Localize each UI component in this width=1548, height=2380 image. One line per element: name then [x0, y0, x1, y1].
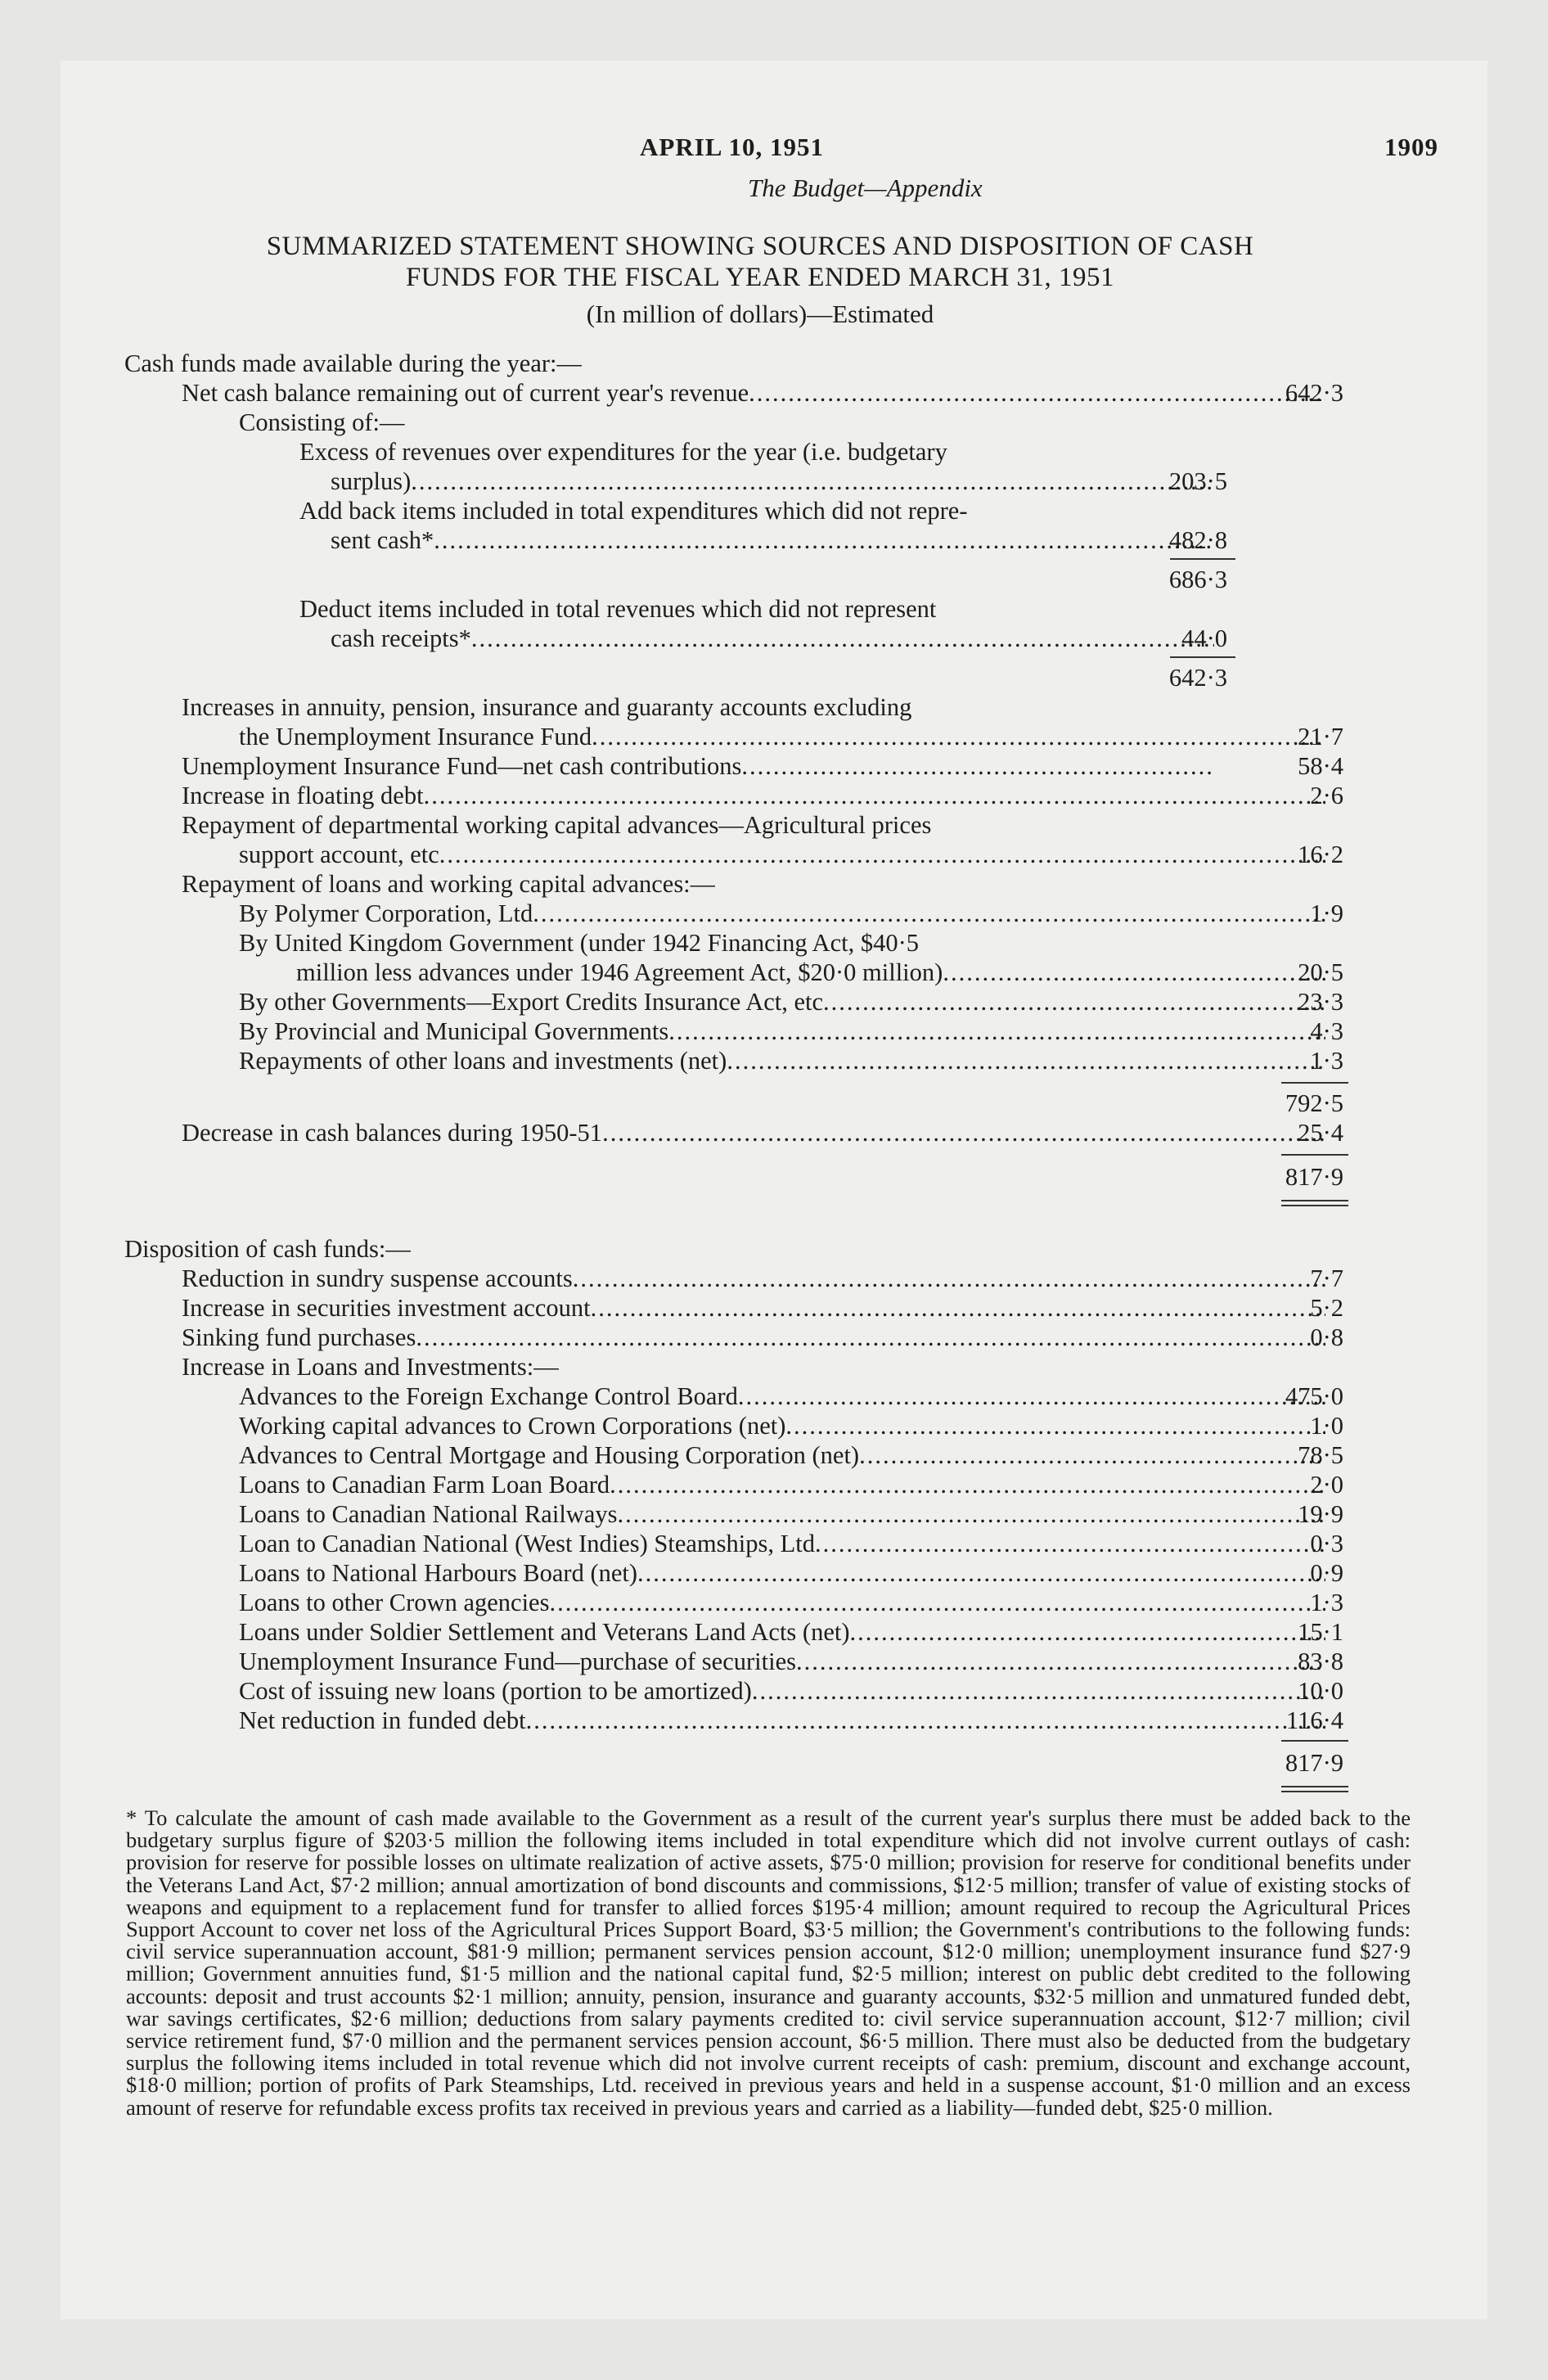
loan-row	[239, 1382, 1325, 1411]
total-rule	[1281, 1154, 1348, 1156]
total-rule	[1281, 1740, 1348, 1742]
loan-row	[239, 1529, 1325, 1558]
page-number: 1909	[1384, 133, 1438, 161]
leader-dots	[749, 378, 1325, 408]
footnote: * To calculate the amount of cash made available to the Government as a result of the current year's surplus there must be added back to the budgetary surplus figure of $203·5 million the following items included in total expenditure which did not involve current outlays of cash: provision for reserve for possible losses on ultimate realization of active assets, $75·0 million; provision for reserve for conditional benefits under the Veterans Land Act, $7·2 million; annual amortization of bond discounts and commissions, $12·5 million; transfer of value of existing stocks of weapons and equipment to a replacement fund for transfer to allied forces $195·4 million; amount required to recoup the Agricultural Prices Support Account to cover net loss of the Agricultural Prices Support Board, $3·5 million; the Government's contributions to the following funds: civil service superannuation account, $81·9 million; permanent services pension account, $12·0 million; unemployment insurance fund $27·9 million; Government annuities fund, $1·5 million and the national capital fund, $2·5 million; interest on public debt credited to the following accounts: deposit and trust accounts $2·1 million; annuity, pension, insurance and guaranty accounts, $32·5 million and unmatured funded debt, war savings certificates, $2·6 million; deductions from salary payments credited to: civil service superannuation account, $12·7 million; civil service retirement fund, $7·0 million and the permanent services pension account, $6·5 million. There must also be deducted from the budgetary surplus the following items included in total revenue which did not involve current receipts of cash: premium, discount and exchange account, $18·0 million; portion of profits of Park Steamships, Ltd. received in previous years and held in a suspense account, $1·0 million and an excess amount of reserve for refundable excess profits tax received in previous years and carried as a liability—funded debt, $25·0 million.	[126, 1805, 1411, 2120]
leader-dots	[424, 781, 1325, 810]
repayment-row	[239, 1016, 1325, 1046]
deduct-row	[331, 624, 1214, 653]
double-rule	[1281, 1205, 1348, 1206]
loan-value: 78·5	[1298, 1441, 1343, 1469]
loan-value: 0·3	[1310, 1530, 1343, 1557]
leader-dots	[727, 1046, 1325, 1075]
statement-units: (In million of dollars)—Estimated	[586, 300, 934, 328]
loan-row	[239, 1470, 1325, 1499]
loan-label: Unemployment Insurance Fund—purchase of securities	[239, 1648, 796, 1675]
decrease-value: 25·4	[1298, 1119, 1343, 1147]
leader-dots	[752, 1676, 1325, 1706]
subtotal-rule	[1170, 656, 1235, 658]
repayment-row	[239, 899, 1325, 928]
repayment-line1: By United Kingdom Government (under 1942 Financing Act, $40·5	[239, 929, 920, 957]
source-item-value: 21·7	[1298, 723, 1343, 751]
leader-dots	[549, 1588, 1325, 1617]
loan-label: Cost of issuing new loans (portion to be amortized)	[239, 1677, 752, 1705]
double-rule	[1281, 1200, 1348, 1201]
subtotal-1: 686·3	[1168, 566, 1227, 593]
loan-row	[239, 1499, 1325, 1529]
loan-value: 10·0	[1298, 1677, 1343, 1705]
leader-dots	[526, 1706, 1325, 1735]
loan-row	[239, 1647, 1325, 1676]
disposition-label: Sinking fund purchases	[182, 1323, 416, 1351]
leader-dots	[637, 1558, 1325, 1588]
add-back-value: 482·8	[1168, 526, 1227, 554]
header-date: APRIL 10, 1951	[640, 133, 824, 161]
repayment-row	[239, 1046, 1325, 1075]
header-subtitle: The Budget—Appendix	[748, 174, 983, 202]
add-back-line2: sent cash*	[331, 526, 434, 554]
disposition-value: 7·7	[1310, 1264, 1343, 1292]
loan-value: 2·0	[1310, 1471, 1343, 1499]
source-item-row	[239, 722, 1325, 751]
loan-value: 1·0	[1310, 1412, 1343, 1440]
source-item-line1: Increases in annuity, pension, insurance and guaranty accounts excluding	[182, 693, 912, 721]
loan-label: Loans under Soldier Settlement and Veterans Land Acts (net)	[239, 1618, 850, 1646]
loan-label: Loans to Canadian Farm Loan Board	[239, 1471, 610, 1499]
loan-row	[239, 1440, 1325, 1470]
source-item-row	[239, 840, 1325, 869]
subtotal-rule	[1281, 1082, 1348, 1084]
loan-value: 1·3	[1310, 1589, 1343, 1616]
repayment-label: By other Governments—Export Credits Insurance Act, etc	[239, 988, 824, 1016]
disposition-value: 5·2	[1310, 1294, 1343, 1322]
repayment-label: By Polymer Corporation, Ltd	[239, 899, 533, 927]
leader-dots	[668, 1016, 1325, 1046]
leader-dots	[859, 1440, 1325, 1470]
document-page	[61, 61, 1487, 2319]
leader-dots	[610, 1470, 1325, 1499]
statement-title-line1: SUMMARIZED STATEMENT SHOWING SOURCES AND DISPOSITION OF CASH	[266, 232, 1254, 261]
loan-label: Advances to Central Mortgage and Housing Corporation (net)	[239, 1441, 860, 1469]
disposition-row	[182, 1293, 1325, 1323]
decrease-row	[182, 1118, 1325, 1147]
loan-label: Loans to National Harbours Board (net)	[239, 1559, 638, 1587]
excess-revenues-row	[331, 467, 1214, 496]
repayment-line2: million less advances under 1946 Agreement Act, $20·0 million)	[296, 958, 943, 986]
disposition-value: 0·8	[1310, 1323, 1343, 1351]
loan-value: 83·8	[1298, 1648, 1343, 1675]
leader-dots	[823, 987, 1325, 1016]
statement-title-line2: FUNDS FOR THE FISCAL YEAR ENDED MARCH 31, 1951	[405, 263, 1115, 292]
source-item-line2: support account, etc	[239, 841, 439, 868]
loan-label: Loans to Canadian National Railways	[239, 1500, 618, 1528]
excess-revenues-line1: Excess of revenues over expenditures for the year (i.e. budgetary	[299, 438, 947, 466]
repayment-row	[296, 958, 1325, 987]
source-item-value: 58·4	[1298, 752, 1343, 780]
consisting-of-label: Consisting of:—	[239, 408, 405, 436]
loan-label: Loans to other Crown agencies	[239, 1589, 550, 1616]
loan-value: 0·9	[1310, 1559, 1343, 1587]
subtotal-2: 642·3	[1168, 664, 1227, 692]
loan-row	[239, 1706, 1325, 1735]
leader-dots	[796, 1647, 1325, 1676]
subtotal-3: 792·5	[1285, 1089, 1343, 1117]
leader-dots	[617, 1499, 1325, 1529]
excess-revenues-line2: surplus)	[331, 467, 412, 495]
excess-revenues-value: 203·5	[1168, 467, 1227, 495]
loan-row	[239, 1617, 1325, 1647]
leader-dots	[439, 840, 1325, 869]
source-item-line2: the Unemployment Insurance Fund	[239, 723, 592, 751]
net-balance-value: 642·3	[1285, 379, 1343, 407]
loan-label: Net reduction in funded debt	[239, 1706, 526, 1734]
net-balance-row	[182, 378, 1325, 408]
running-header	[61, 133, 1487, 165]
loan-row	[239, 1558, 1325, 1588]
loan-label: Advances to the Foreign Exchange Control Board	[239, 1382, 738, 1410]
double-rule	[1281, 1791, 1348, 1792]
decrease-label: Decrease in cash balances during 1950-51	[182, 1119, 603, 1147]
leader-dots	[738, 1382, 1325, 1411]
leader-dots	[411, 467, 1214, 496]
disposition-row	[182, 1264, 1325, 1293]
repayment-value: 20·5	[1298, 958, 1343, 986]
loan-label: Working capital advances to Crown Corporations (net)	[239, 1412, 786, 1440]
disposition-label: Reduction in sundry suspense accounts	[182, 1264, 573, 1292]
repayment-label: By Provincial and Municipal Governments	[239, 1017, 669, 1045]
source-item-value: 2·6	[1310, 782, 1343, 809]
repayment-value: 23·3	[1298, 988, 1343, 1016]
sources-heading: Cash funds made available during the year:—	[124, 349, 582, 377]
sources-total: 817·9	[1285, 1163, 1343, 1191]
double-rule	[1281, 1786, 1348, 1787]
loan-value: 15·1	[1298, 1618, 1343, 1646]
deduct-line2: cash receipts*	[331, 624, 471, 652]
leader-dots	[815, 1529, 1325, 1558]
leader-dots	[434, 525, 1214, 555]
leader-dots	[573, 1264, 1325, 1293]
repayment-value: 1·3	[1310, 1047, 1343, 1075]
repayment-heading: Repayment of loans and working capital advances:—	[182, 870, 716, 898]
leader-dots	[592, 722, 1325, 751]
repayment-value: 1·9	[1310, 899, 1343, 927]
loan-row	[239, 1411, 1325, 1440]
leader-dots	[416, 1323, 1325, 1352]
source-item-label: Unemployment Insurance Fund—net cash contributions	[182, 752, 742, 780]
add-back-line1: Add back items included in total expenditures which did not repre-	[299, 497, 968, 525]
deduct-value: 44·0	[1181, 624, 1227, 652]
leader-dots	[850, 1617, 1326, 1647]
disposition-label: Increase in securities investment account	[182, 1294, 591, 1322]
leader-dots	[533, 899, 1325, 928]
loan-value: 19·9	[1298, 1500, 1343, 1528]
loans-heading: Increase in Loans and Investments:—	[182, 1353, 559, 1381]
source-item-label: Increase in floating debt	[182, 782, 424, 809]
leader-dots	[602, 1118, 1325, 1147]
disposition-heading: Disposition of cash funds:—	[124, 1235, 411, 1263]
loan-value: 116·4	[1285, 1706, 1343, 1734]
leader-dots	[785, 1411, 1325, 1440]
repayment-label: Repayments of other loans and investments (net)	[239, 1047, 727, 1075]
repayment-row	[239, 987, 1325, 1016]
source-item-value: 16·2	[1298, 841, 1343, 868]
loan-value: 475·0	[1285, 1382, 1343, 1410]
subtotal-rule	[1170, 558, 1235, 560]
leader-dots	[471, 624, 1214, 653]
source-item-row	[182, 751, 1211, 781]
disposition-total: 817·9	[1285, 1749, 1343, 1777]
loan-row	[239, 1588, 1325, 1617]
leader-dots	[741, 751, 1211, 781]
source-item-row	[182, 781, 1325, 810]
loan-row	[239, 1676, 1325, 1706]
repayment-value: 4·3	[1310, 1017, 1343, 1045]
add-back-row	[331, 525, 1214, 555]
loan-label: Loan to Canadian National (West Indies) Steamships, Ltd	[239, 1530, 815, 1557]
disposition-row	[182, 1323, 1325, 1352]
deduct-line1: Deduct items included in total revenues which did not represent	[299, 595, 937, 623]
source-item-line1: Repayment of departmental working capital advances—Agricultural prices	[182, 811, 932, 839]
net-balance-label: Net cash balance remaining out of current year's revenue	[182, 379, 749, 407]
leader-dots	[591, 1293, 1325, 1323]
